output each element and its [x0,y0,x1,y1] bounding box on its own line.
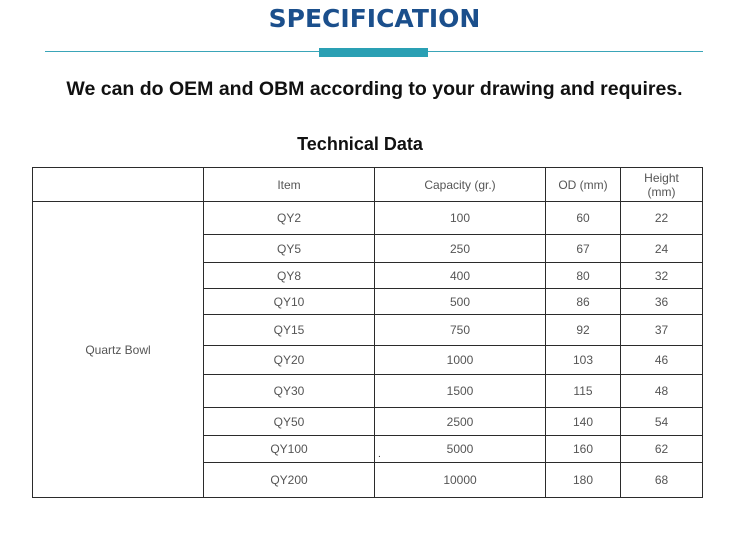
height-cell: 46 [621,346,703,375]
height-cell: 22 [621,202,703,235]
height-cell: 24 [621,235,703,263]
header-cell-capacity: Capacity (gr.) [375,168,546,202]
page-title: SPECIFICATION [268,4,481,33]
capacity-cell: 750 [375,315,546,346]
od-cell: 160 [546,436,621,463]
item-cell: QY100 [204,436,375,463]
capacity-cell: 250 [375,235,546,263]
od-cell: 86 [546,289,621,315]
capacity-cell: 1500 [375,375,546,408]
item-cell: QY30 [204,375,375,408]
header-cell-height: Height (mm) [621,168,703,202]
capacity-cell: 10000 [375,463,546,498]
item-cell: QY50 [204,408,375,436]
height-cell: 68 [621,463,703,498]
height-cell: 37 [621,315,703,346]
header-cell-item: Item [204,168,375,202]
technical-data-table [32,167,703,498]
item-cell: QY200 [204,463,375,498]
stray-mark: . [378,449,381,460]
od-cell: 60 [546,202,621,235]
height-cell: 36 [621,289,703,315]
capacity-cell: 400 [375,263,546,289]
od-cell: 80 [546,263,621,289]
od-cell: 67 [546,235,621,263]
item-cell: QY2 [204,202,375,235]
item-cell: QY5 [204,235,375,263]
header-cell-od: OD (mm) [546,168,621,202]
capacity-cell: 500 [375,289,546,315]
capacity-cell: 2500 [375,408,546,436]
group-label-cell: Quartz Bowl [33,202,204,498]
od-cell: 180 [546,463,621,498]
height-cell: 32 [621,263,703,289]
item-cell: QY10 [204,289,375,315]
table-header-row [33,168,703,202]
capacity-cell: 1000 [375,346,546,375]
title-divider-accent [319,48,428,57]
height-cell: 54 [621,408,703,436]
capacity-cell: 5000 [375,436,546,463]
tagline: We can do OEM and OBM according to your drawing and requires. [66,78,683,100]
item-cell: QY8 [204,263,375,289]
od-cell: 140 [546,408,621,436]
height-cell: 48 [621,375,703,408]
header-cell-group [33,168,204,202]
item-cell: QY20 [204,346,375,375]
od-cell: 92 [546,315,621,346]
od-cell: 115 [546,375,621,408]
table-row [33,202,703,235]
height-cell: 62 [621,436,703,463]
item-cell: QY15 [204,315,375,346]
capacity-cell: 100 [375,202,546,235]
od-cell: 103 [546,346,621,375]
section-subtitle: Technical Data [297,134,423,154]
